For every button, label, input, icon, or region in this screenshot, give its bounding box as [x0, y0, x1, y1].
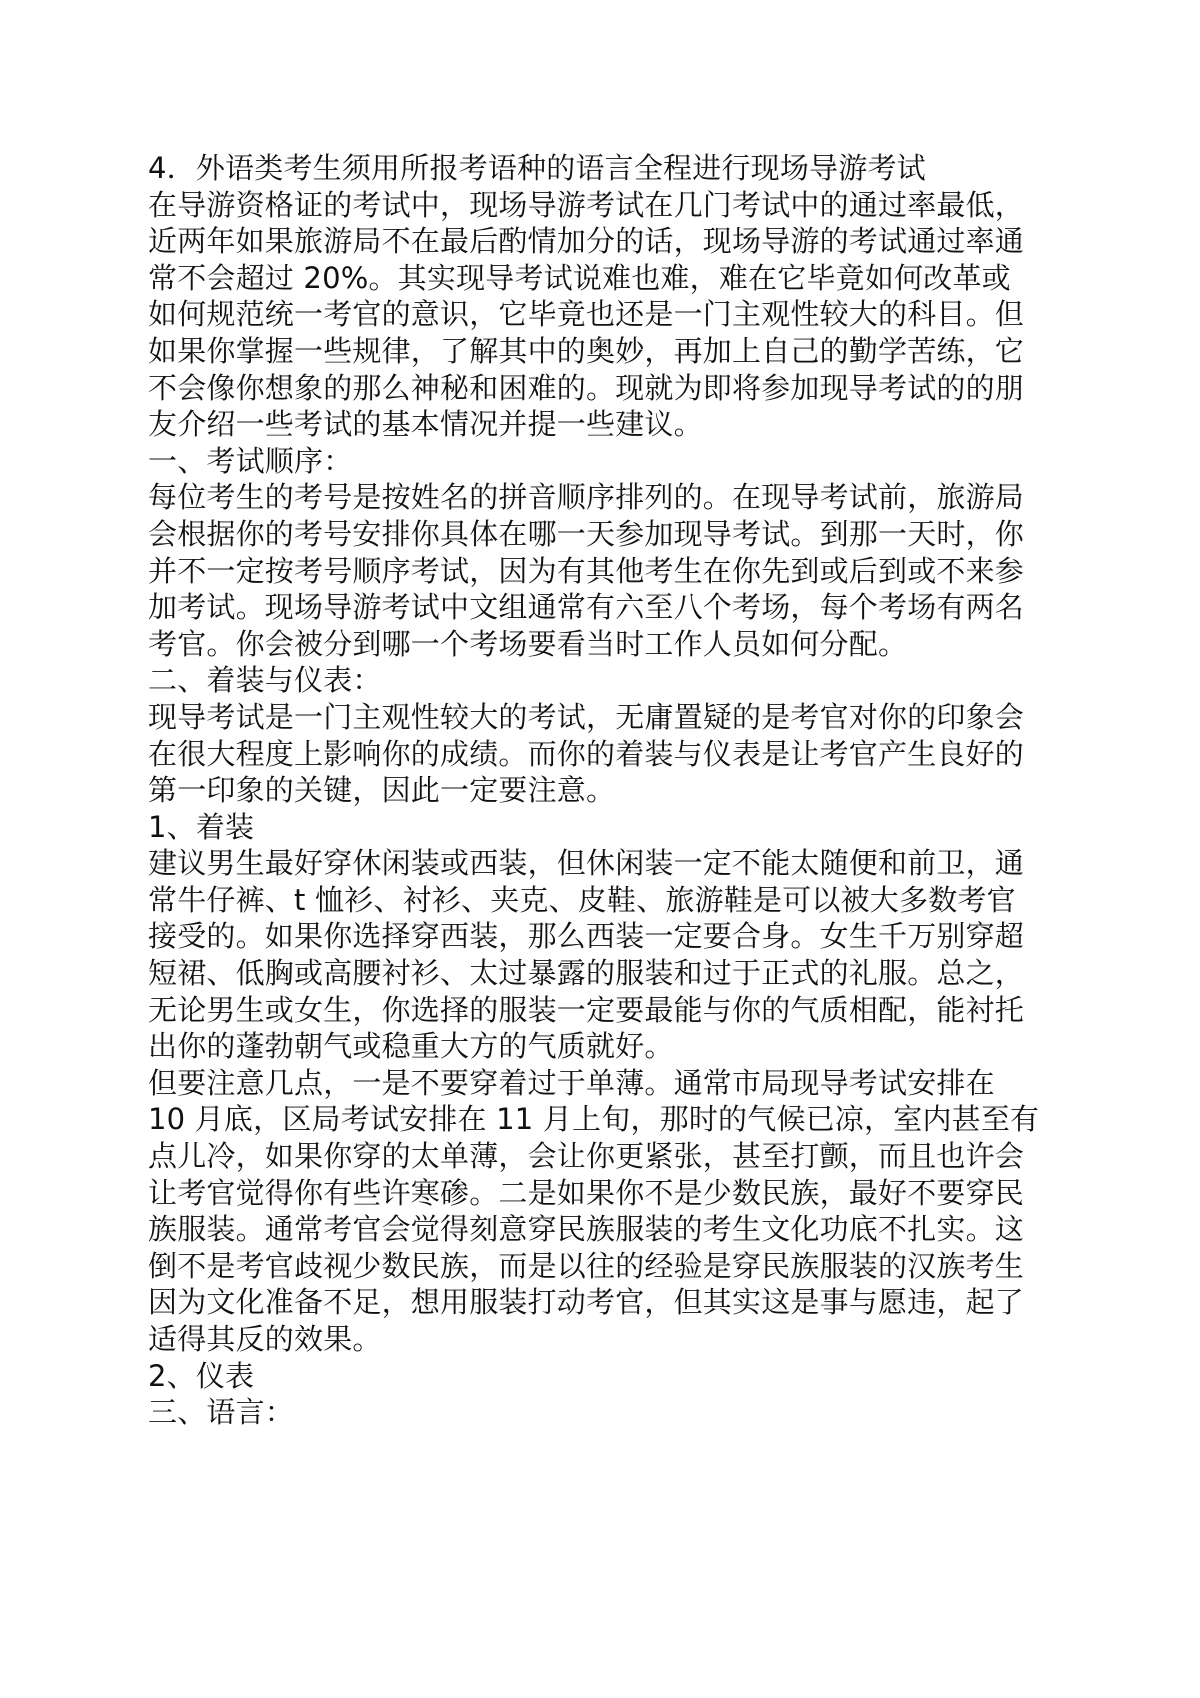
- paragraph-line: 并不一定按考号顺序考试，因为有其他考生在你先到或后到或不来参: [148, 553, 1025, 588]
- paragraph-line: 加考试。现场导游考试中文组通常有六至八个考场，每个考场有两名: [148, 590, 1025, 625]
- paragraph-line: 短裙、低胸或高腰衬衫、太过暴露的服装和过于正式的礼服。总之，: [148, 956, 1025, 991]
- section-heading-language: 三、语言：: [148, 1395, 295, 1430]
- paragraph-line: 出你的蓬勃朝气或稳重大方的气质就好。: [148, 1029, 674, 1064]
- paragraph-line: 10 月底，区局考试安排在 11 月上旬，那时的气候已凉，室内甚至有: [148, 1102, 1040, 1137]
- paragraph-line: 接受的。如果你选择穿西装，那么西装一定要合身。女生千万别穿超: [148, 919, 1025, 954]
- paragraph-line: 倒不是考官歧视少数民族，而是以往的经验是穿民族服装的汉族考生: [148, 1248, 1025, 1283]
- paragraph-line: 适得其反的效果。: [148, 1322, 382, 1356]
- heading-4-foreign-language: 4．外语类考生须用所报考语种的语言全程进行现场导游考试: [148, 151, 926, 185]
- paragraph-line: 点儿冷，如果你穿的太单薄，会让你更紧张，甚至打颤，而且也许会: [148, 1139, 1025, 1174]
- paragraph-line: 无论男生或女生，你选择的服装一定要最能与你的气质相配，能衬托: [148, 992, 1025, 1027]
- subheading-appearance: 2、仪表: [148, 1358, 255, 1393]
- paragraph-line: 但要注意几点，一是不要穿着过于单薄。通常市局现导考试安排在: [148, 1065, 995, 1100]
- section-heading-exam-order: 一、考试顺序：: [148, 443, 353, 478]
- paragraph-line: 因为文化准备不足，想用服装打动考官，但其实这是事与愿违，起了: [148, 1285, 1025, 1320]
- section-heading-attire: 二、着装与仪表：: [148, 663, 382, 698]
- subheading-clothing: 1、着装: [148, 809, 255, 844]
- paragraph-line: 现导考试是一门主观性较大的考试，无庸置疑的是考官对你的印象会: [148, 699, 1025, 734]
- paragraph-line: 常不会超过 20%。其实现导考试说难也难，难在它毕竟如何改革或: [148, 260, 1011, 295]
- paragraph-line: 不会像你想象的那么神秘和困难的。现就为即将参加现导考试的的朋: [148, 370, 1025, 405]
- paragraph-line: 建议男生最好穿休闲装或西装，但休闲装一定不能太随便和前卫，通: [148, 846, 1025, 881]
- paragraph-line: 族服装。通常考官会觉得刻意穿民族服装的考生文化功底不扎实。这: [148, 1212, 1025, 1247]
- paragraph-line: 友介绍一些考试的基本情况并提一些建议。: [148, 407, 703, 442]
- paragraph-line: 考官。你会被分到哪一个考场要看当时工作人员如何分配。: [148, 626, 908, 661]
- paragraph-line: 近两年如果旅游局不在最后酌情加分的话，现场导游的考试通过率通: [148, 224, 1025, 259]
- paragraph-line: 如何规范统一考官的意识，它毕竟也还是一门主观性较大的科目。但: [148, 297, 1025, 332]
- paragraph-line: 第一印象的关键，因此一定要注意。: [148, 773, 616, 808]
- paragraph-line: 每位考生的考号是按姓名的拼音顺序排列的。在现导考试前，旅游局: [148, 480, 1025, 515]
- paragraph-line: 会根据你的考号安排你具体在哪一天参加现导考试。到那一天时，你: [148, 516, 1025, 551]
- document-body: [148, 150, 1068, 1431]
- paragraph-line: 在导游资格证的考试中，现场导游考试在几门考试中的通过率最低，: [148, 187, 1025, 222]
- paragraph-line: 让考官觉得你有些许寒碜。二是如果你不是少数民族，最好不要穿民: [148, 1175, 1025, 1210]
- paragraph-line: 常牛仔裤、t 恤衫、衬衫、夹克、皮鞋、旅游鞋是可以被大多数考官: [148, 882, 1016, 917]
- paragraph-line: 在很大程度上影响你的成绩。而你的着装与仪表是让考官产生良好的: [148, 736, 1025, 771]
- paragraph-line: 如果你掌握一些规律，了解其中的奥妙，再加上自己的勤学苦练，它: [148, 333, 1025, 368]
